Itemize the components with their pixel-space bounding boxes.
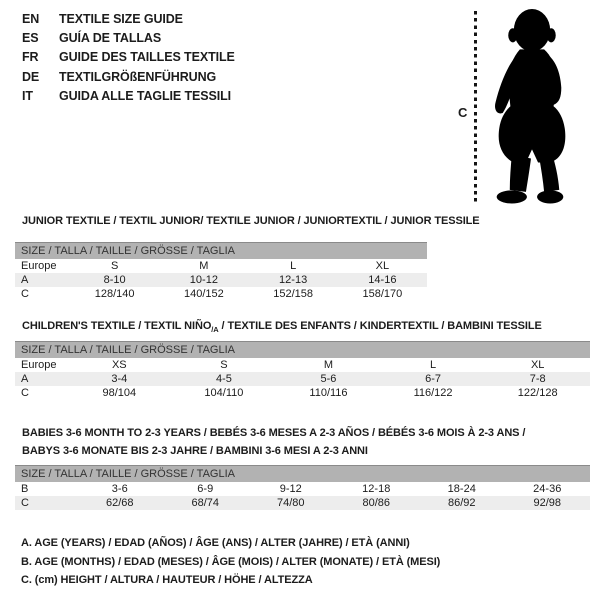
table-cell: XS [111, 359, 127, 371]
table-cell: 12-18 [362, 483, 391, 495]
lang-title: TEXTILGRÖßENFÜHRUNG [59, 69, 217, 84]
babies-title-line1: BABIES 3-6 MONTH TO 2-3 YEARS / BEBÉS 3-6 MESES A 2-3 AÑOS / BÉBÉS 3-6 MOIS À 2-3 ANS / [22, 427, 526, 439]
table-cell: L [430, 359, 437, 371]
lang-row-it [22, 87, 235, 106]
table-cell: 10-12 [159, 273, 248, 287]
junior-size-table [15, 242, 427, 301]
size-band-row [15, 466, 590, 483]
size-band-row [15, 342, 590, 359]
table-row-height [15, 386, 590, 400]
lang-title: GUIDA ALLE TAGLIE TESSILI [59, 88, 232, 103]
row-label: C [15, 496, 77, 510]
children-section-title [22, 320, 542, 334]
babies-section-title [22, 424, 582, 460]
table-cell: 104/110 [204, 387, 244, 399]
babies-size-table [15, 465, 590, 510]
table-cell: S [110, 260, 119, 272]
junior-section-title: JUNIOR TEXTILE / TEXTIL JUNIOR/ TEXTILE JUNIOR / JUNIORTEXTIL / JUNIOR TESSILE [22, 215, 480, 227]
table-cell: 86/92 [419, 496, 505, 510]
lang-title: GUIDE DES TAILLES TEXTILE [59, 50, 235, 65]
row-label: B [21, 483, 29, 495]
children-title-main: CHILDREN'S TEXTILE / TEXTIL NIÑO [22, 320, 212, 332]
language-title-list [22, 10, 235, 106]
table-cell: 24-36 [533, 483, 562, 495]
lang-title: TEXTILE SIZE GUIDE [59, 12, 183, 26]
table-cell: 116/122 [413, 387, 453, 399]
table-cell: 3-4 [67, 372, 172, 386]
table-cell: 158/170 [362, 288, 403, 300]
table-cell: 80/86 [334, 496, 420, 510]
table-row-europe [15, 358, 590, 372]
lang-row-de [22, 68, 235, 87]
lang-row-fr [22, 48, 235, 67]
row-label: A [15, 273, 70, 287]
height-measure-label: C [458, 105, 468, 120]
table-cell: 92/98 [505, 496, 591, 510]
table-row-age-months [15, 482, 590, 496]
table-cell: 4-5 [172, 372, 277, 386]
table-cell: 110/116 [309, 387, 348, 399]
table-cell: 18-24 [447, 483, 476, 495]
table-row-europe [15, 259, 427, 273]
table-cell: 128/140 [94, 288, 135, 300]
table-cell: 62/68 [77, 496, 163, 510]
children-title-sub: /A [211, 325, 219, 335]
table-cell: M [199, 260, 209, 272]
lang-row-es [22, 29, 235, 48]
table-cell: 140/152 [183, 288, 224, 300]
table-cell: 3-6 [111, 483, 128, 495]
table-cell: XL [375, 260, 390, 272]
table-cell: 98/104 [102, 387, 137, 399]
lang-code: EN [22, 12, 40, 26]
table-cell: 12-13 [249, 273, 338, 287]
size-band-label: SIZE / TALLA / TAILLE / GRÖSSE / TAGLIA [15, 342, 590, 359]
standing-baby-silhouette [486, 7, 578, 207]
table-cell: 152/158 [273, 288, 313, 300]
table-cell: 74/80 [248, 496, 334, 510]
table-cell: 9-12 [279, 483, 302, 495]
row-label: C [21, 288, 29, 300]
height-measure-dashed-line [474, 11, 477, 205]
table-row-age [15, 372, 590, 386]
row-label: A [15, 372, 67, 386]
children-size-table [15, 341, 590, 400]
table-cell: L [290, 260, 297, 272]
table-cell: 8-10 [70, 273, 159, 287]
table-cell: 68/74 [163, 496, 249, 510]
footnote-age-months: B. AGE (MONTHS) / EDAD (MESES) / ÂGE (MOIS) / ALTER (MONATE) / ETÀ (MESI) [21, 555, 441, 568]
table-row-height [15, 287, 427, 301]
lang-code: ES [22, 31, 39, 46]
size-band-label: SIZE / TALLA / TAILLE / GRÖSSE / TAGLIA [15, 243, 427, 260]
row-label: Europe [21, 260, 57, 272]
table-row-height [15, 496, 590, 510]
table-cell: 6-7 [381, 372, 486, 386]
table-cell: 7-8 [485, 372, 590, 386]
table-cell: S [220, 359, 228, 371]
row-label: Europe [21, 359, 57, 371]
children-title-rest: / TEXTILE DES ENFANTS / KINDERTEXTIL / BAMBINI TESSILE [218, 320, 542, 332]
lang-code: DE [22, 69, 40, 84]
table-cell: 5-6 [276, 372, 381, 386]
table-cell: 122/128 [517, 387, 558, 399]
table-row-age [15, 273, 427, 287]
size-band-row [15, 243, 427, 260]
row-label: C [21, 387, 29, 399]
lang-code: FR [22, 50, 39, 65]
lang-row-en [22, 10, 235, 29]
footnote-legend [21, 534, 440, 590]
babies-title-line2: BABYS 3-6 MONATE BIS 2-3 JAHRE / BAMBINI 3-6 MESI A 2-3 ANNI [22, 445, 368, 457]
size-band-label: SIZE / TALLA / TAILLE / GRÖSSE / TAGLIA [15, 466, 590, 483]
footnote-height-cm: C. (cm) HEIGHT / ALTURA / HAUTEUR / HÖHE / ALTEZZA [21, 574, 313, 587]
table-cell: XL [530, 359, 545, 371]
footnote-age-years: A. AGE (YEARS) / EDAD (AÑOS) / ÂGE (ANS) / ALTER (JAHRE) / ETÀ (ANNI) [21, 537, 410, 549]
table-cell: 6-9 [197, 483, 214, 495]
table-cell: M [323, 359, 334, 371]
lang-code: IT [22, 88, 33, 103]
table-cell: 14-16 [338, 273, 427, 287]
lang-title: GUÍA DE TALLAS [59, 31, 162, 46]
